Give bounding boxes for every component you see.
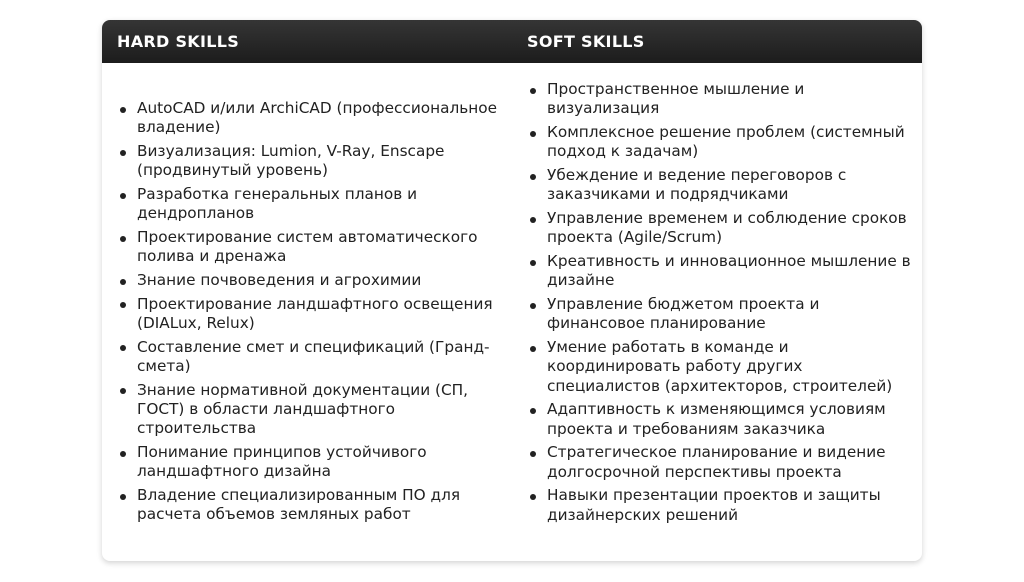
soft-skill-item: Навыки презентации проектов и защиты дизайнерских решений: [547, 486, 912, 525]
hard-skill-item: Проектирование ландшафтного освещения (DIALux, Relux): [137, 295, 502, 334]
hard-skill-item: Знание почвоведения и агрохимии: [137, 271, 502, 290]
soft-skill-item: Управление временем и соблюдение сроков проекта (Agile/Scrum): [547, 209, 912, 248]
hard-skill-item: Составление смет и спецификаций (Гранд-смета): [137, 338, 502, 377]
soft-skill-item: Убеждение и ведение переговоров с заказчиками и подрядчиками: [547, 166, 912, 205]
soft-skill-item: Управление бюджетом проекта и финансовое планирование: [547, 295, 912, 334]
hard-skill-item: Владение специализированным ПО для расчета объемов земляных работ: [137, 486, 502, 525]
soft-skill-item: Стратегическое планирование и видение долгосрочной перспективы проекта: [547, 443, 912, 482]
soft-skill-item: Пространственное мышление и визуализация: [547, 80, 912, 119]
soft-skill-item: Креативность и инновационное мышление в дизайне: [547, 252, 911, 290]
hard-skill-item: Понимание принципов устойчивого ландшафтного дизайна: [137, 443, 502, 482]
soft-skill-item: Адаптивность к изменяющимся условиям проекта и требованиям заказчика: [547, 400, 912, 439]
table-header: [102, 20, 922, 63]
hard-skill-item: Визуализация: Lumion, V-Ray, Enscape (продвинутый уровень): [137, 142, 502, 181]
hard-skill-item: Знание нормативной документации (СП, ГОСТ) в области ландшафтного строительства: [137, 381, 502, 439]
hard-skills-heading: HARD SKILLS: [117, 32, 240, 51]
hard-skill-item: Проектирование систем автоматического полива и дренажа: [137, 228, 502, 267]
soft-skills-heading: SOFT SKILLS: [527, 32, 645, 51]
soft-skills-list: [547, 80, 912, 529]
soft-skill-item: Умение работать в команде и координировать работу других специалистов (архитекторов, строителей): [547, 338, 912, 396]
skills-table: [102, 20, 922, 561]
soft-skill-item: Комплексное решение проблем (системный подход к задачам): [547, 123, 912, 162]
hard-skill-item: Разработка генеральных планов и дендропланов: [137, 185, 502, 224]
hard-skill-item: AutoCAD и/или ArchiCAD (профессиональное владение): [137, 99, 502, 138]
hard-skills-list: [137, 99, 502, 529]
